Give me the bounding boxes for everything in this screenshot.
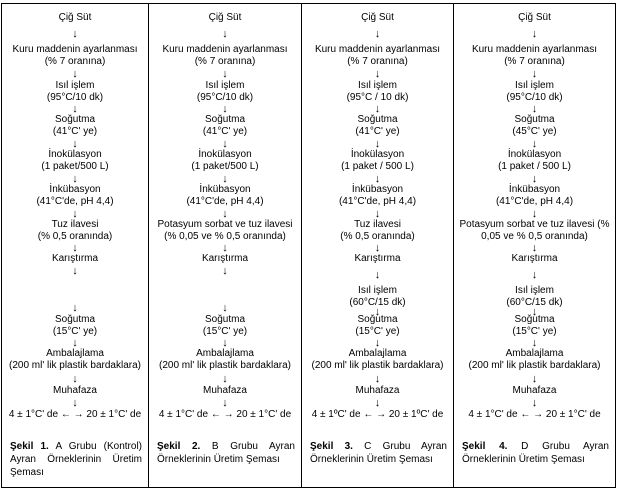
step-label: Isıl işlem xyxy=(358,285,397,296)
step-label: Tuz ilavesi xyxy=(354,219,401,230)
step-detail: (15°C' ye) xyxy=(512,326,557,337)
step-label: Muhafaza xyxy=(355,385,400,396)
step-detail: (1 paket/500 L) xyxy=(41,161,109,172)
step-detail: (41°C'de, pH 4,4) xyxy=(36,196,114,207)
arrow-down-icon: ↓ xyxy=(222,397,228,409)
arrow-down-icon: ↓ xyxy=(72,242,78,254)
arrow-down-icon: ↓ xyxy=(374,137,381,150)
arrow-down-icon: ↓ xyxy=(222,372,228,385)
step-label: Potasyum sorbat ve tuz ilavesi (% xyxy=(459,219,610,230)
step-detail: (% 7 oranına) xyxy=(347,56,408,67)
flowchart-column xyxy=(148,4,301,487)
arrow-down-icon: ↓ xyxy=(72,28,78,40)
step-label: Isıl işlem xyxy=(205,80,245,91)
step-detail: (41°C'de, pH 4,4) xyxy=(495,196,574,207)
step-label: Kuru maddenin ayarlanması xyxy=(162,44,288,55)
step-label: Kuru maddenin ayarlanması xyxy=(12,44,138,55)
arrow-down-icon: ↓ xyxy=(374,372,381,385)
arrow-down-icon: ↓ xyxy=(531,372,538,385)
figure-table xyxy=(1,3,616,488)
step-detail: (% 7 oranına) xyxy=(194,56,256,67)
step-detail: (1 paket / 500 L) xyxy=(498,161,571,172)
arrow-down-icon: ↓ xyxy=(222,68,228,80)
figure-caption xyxy=(10,440,142,479)
step-label: Soğutma xyxy=(54,314,96,325)
arrow-down-icon: ↓ xyxy=(222,302,228,314)
step-label: Çiğ Süt xyxy=(361,12,394,23)
arrow-down-icon: ↓ xyxy=(374,305,381,318)
figure-caption xyxy=(310,440,447,466)
step-detail: (41°C'de, pH 4,4) xyxy=(338,196,417,207)
figure-number: Şekil 3. xyxy=(310,441,353,452)
step-label: Çiğ Süt xyxy=(58,12,92,23)
step-label: Soğutma xyxy=(204,314,246,325)
step-label: Soğutma xyxy=(357,314,398,325)
flowchart xyxy=(2,4,148,434)
caption-text: D Grubu Ayran Örneklerinin Üretim Şeması xyxy=(462,441,609,465)
step-label: Soğutma xyxy=(357,114,398,125)
arrow-down-icon: ↓ xyxy=(72,137,78,150)
step-label: İnkübasyon xyxy=(508,184,561,195)
caption-text: B Grubu Ayran Örneklerinin Üretim Şeması xyxy=(157,441,295,465)
arrow-down-icon: ↓ xyxy=(531,207,538,220)
arrow-down-icon: ↓ xyxy=(374,207,381,220)
arrow-down-icon: ↓ xyxy=(374,242,381,254)
step-detail: (95°C / 10 dk) xyxy=(346,92,409,103)
figure-number: Şekil 4. xyxy=(462,441,508,452)
arrow-down-icon: ↓ xyxy=(72,265,78,277)
flowchart-column xyxy=(301,4,453,487)
step-label: Isıl işlem xyxy=(55,80,95,91)
step-label: Soğutma xyxy=(204,114,246,125)
step-detail: (200 ml' lik plastik bardaklara) xyxy=(468,360,601,371)
step-label: İnokülasyon xyxy=(507,149,562,160)
step-detail: (60°C/15 dk) xyxy=(349,297,406,308)
arrow-down-icon: ↓ xyxy=(374,28,381,40)
arrow-down-icon: ↓ xyxy=(222,337,228,349)
step-detail: (95°C/10 dk) xyxy=(506,92,563,103)
step-detail: (% 0,5 oranında) xyxy=(340,231,415,242)
step-detail: (15°C' ye) xyxy=(52,326,98,337)
arrow-down-icon: ↓ xyxy=(72,302,78,314)
step-label: İnokülasyon xyxy=(198,149,252,160)
arrow-down-icon: ↓ xyxy=(222,242,228,254)
step-label: Çiğ Süt xyxy=(208,12,242,23)
step-detail: (41°C'de, pH 4,4) xyxy=(186,196,264,207)
figure-caption xyxy=(462,440,609,466)
step-label: 4 ± 1ºC' de ← → 20 ± 1ºC' de xyxy=(311,409,444,420)
arrow-down-icon: ↓ xyxy=(222,265,228,277)
step-label: Isıl işlem xyxy=(515,80,554,91)
arrow-down-icon: ↓ xyxy=(72,372,78,385)
arrow-down-icon: ↓ xyxy=(222,103,228,115)
flowchart-column xyxy=(453,4,615,487)
step-detail: (45°C' ye) xyxy=(512,126,557,137)
step-detail: (95°C/10 dk) xyxy=(196,92,254,103)
arrow-down-icon: ↓ xyxy=(374,269,381,281)
figure-number: Şekil 1. xyxy=(10,441,49,452)
step-label: Muhafaza xyxy=(53,385,97,396)
flowchart xyxy=(149,4,301,434)
step-label: İnkübasyon xyxy=(49,184,101,195)
step-label: İnkübasyon xyxy=(199,184,251,195)
step-label: Çiğ Süt xyxy=(518,12,551,23)
step-label: Isıl işlem xyxy=(515,285,554,296)
step-label: Soğutma xyxy=(514,114,555,125)
step-label: Muhafaza xyxy=(203,385,247,396)
step-label: Karıştırma xyxy=(511,253,558,264)
arrow-down-icon: ↓ xyxy=(72,337,78,349)
step-detail: (200 ml' lik plastik bardaklara) xyxy=(159,360,291,371)
arrow-down-icon: ↓ xyxy=(531,137,538,150)
step-detail: (% 0,05 ve % 0,5 oranında) xyxy=(164,231,286,242)
step-label: Karıştırma xyxy=(201,253,249,264)
arrow-down-icon: ↓ xyxy=(72,207,78,220)
step-detail: (15°C' ye) xyxy=(202,326,248,337)
step-detail: (% 7 oranına) xyxy=(44,56,106,67)
step-detail: (200 ml' lik plastik bardaklara) xyxy=(311,360,444,371)
step-label: Potasyum sorbat ve tuz ilavesi xyxy=(157,219,293,230)
step-label: 4 ± 1°C' de ← → 20 ± 1°C' de xyxy=(158,409,292,420)
step-label: İnokülasyon xyxy=(48,149,102,160)
flowchart xyxy=(302,4,453,434)
arrow-down-icon: ↓ xyxy=(531,269,538,281)
arrow-down-icon: ↓ xyxy=(531,242,538,254)
arrow-down-icon: ↓ xyxy=(374,172,381,185)
arrow-down-icon: ↓ xyxy=(222,28,228,40)
arrow-down-icon: ↓ xyxy=(222,137,228,150)
step-detail: 0,05 ve % 0,5 oranında) xyxy=(481,231,588,242)
step-detail: (60°C/15 dk) xyxy=(506,297,563,308)
step-label: Karıştırma xyxy=(51,253,99,264)
arrow-down-icon: ↓ xyxy=(72,397,78,409)
arrow-down-icon: ↓ xyxy=(531,28,538,40)
caption-text: A Grubu (Kontrol) Ayran Örneklerinin Üretim Şeması xyxy=(10,441,142,478)
step-label: Isıl işlem xyxy=(358,80,397,91)
caption-text: C Grubu Ayran Örneklerinin Üretim Şeması xyxy=(310,441,447,465)
arrow-down-icon: ↓ xyxy=(531,305,538,318)
figure-caption xyxy=(157,440,295,466)
figure-number: Şekil 2. xyxy=(157,441,201,452)
step-label: Ambalajlama xyxy=(46,348,104,359)
step-label: 4 ± 1°C' de ← → 20 ± 1°C' de xyxy=(468,409,601,420)
arrow-down-icon: ↓ xyxy=(374,68,381,80)
flowchart-column xyxy=(2,4,148,487)
arrow-down-icon: ↓ xyxy=(531,337,538,349)
arrow-down-icon: ↓ xyxy=(531,68,538,80)
step-detail: (41°C' ye) xyxy=(52,126,98,137)
step-label: Ambalajlama xyxy=(196,348,254,359)
step-detail: (% 0,5 oranında) xyxy=(37,231,113,242)
arrow-down-icon: ↓ xyxy=(72,103,78,115)
step-label: Muhafaza xyxy=(512,385,557,396)
step-label: 4 ± 1°C' de ← → 20 ± 1°C' de xyxy=(8,409,142,420)
step-detail: (15°C' ye) xyxy=(355,326,400,337)
arrow-down-icon: ↓ xyxy=(374,337,381,349)
arrow-down-icon: ↓ xyxy=(374,103,381,115)
step-detail: (41°C' ye) xyxy=(202,126,248,137)
step-label: İnkübasyon xyxy=(351,184,404,195)
step-label: Kuru maddenin ayarlanması xyxy=(471,44,598,55)
step-label: Soğutma xyxy=(54,114,96,125)
step-detail: (1 paket/500 L) xyxy=(191,161,259,172)
step-detail: (41°C' ye) xyxy=(355,126,400,137)
step-label: Ambalajlama xyxy=(348,348,407,359)
arrow-down-icon: ↓ xyxy=(222,172,228,185)
arrow-down-icon: ↓ xyxy=(222,207,228,220)
step-label: Ambalajlama xyxy=(505,348,564,359)
step-detail: (1 paket / 500 L) xyxy=(341,161,414,172)
step-label: Soğutma xyxy=(514,314,555,325)
arrow-down-icon: ↓ xyxy=(531,103,538,115)
step-detail: (95°C/10 dk) xyxy=(46,92,104,103)
step-label: İnokülasyon xyxy=(350,149,405,160)
step-detail: (200 ml' lik plastik bardaklara) xyxy=(9,360,141,371)
flowchart xyxy=(454,4,615,434)
step-detail: (% 7 oranına) xyxy=(504,56,565,67)
arrow-down-icon: ↓ xyxy=(531,172,538,185)
step-label: Tuz ilavesi xyxy=(51,219,99,230)
arrow-down-icon: ↓ xyxy=(531,397,538,409)
arrow-down-icon: ↓ xyxy=(374,397,381,409)
arrow-down-icon: ↓ xyxy=(72,68,78,80)
step-label: Kuru maddenin ayarlanması xyxy=(314,44,441,55)
step-label: Karıştırma xyxy=(354,253,401,264)
arrow-down-icon: ↓ xyxy=(72,172,78,185)
